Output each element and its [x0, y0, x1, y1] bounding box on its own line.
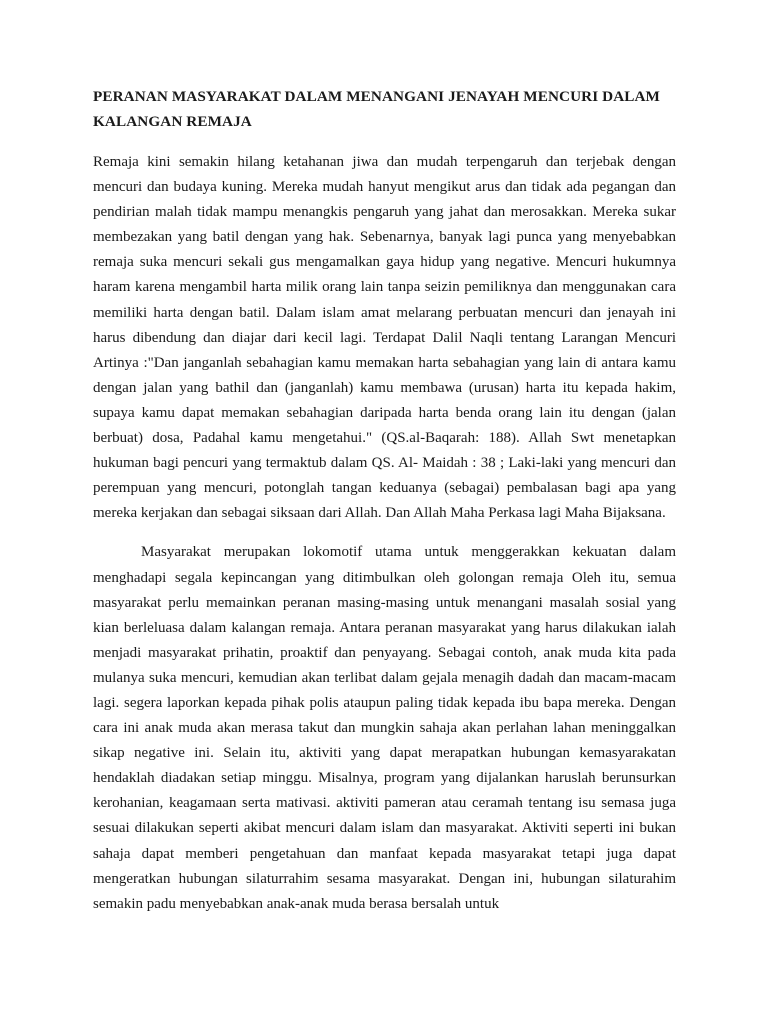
paragraph-1: Remaja kini semakin hilang ketahanan jiwa dan mudah terpengaruh dan terjebak dengan mencuri dan budaya kuning. Mereka mudah hanyut mengikut arus dan tidak ada pegangan dan pendirian malah tidak mampu menangkis pengaruh yang jahat dan merosakkan. Mereka sukar membezakan yang batil dengan yang hak. Sebenarnya, banyak lagi punca yang menyebabkan remaja suka mencuri sekali gus mengamalkan gaya hidup yang negative. Mencuri hukumnya haram karena mengambil harta milik orang lain tanpa seizin pemiliknya dan menggunakan cara memiliki harta dengan batil. Dalam islam amat melarang perbuatan mencuri dan jenayah ini harus dibendung dan diajar dari kecil lagi. Terdapat Dalil Naqli tentang Larangan Mencuri Artinya :"Dan janganlah sebahagian kamu memakan harta sebahagian yang lain di antara kamu dengan jalan yang bathil dan (janganlah) kamu membawa (urusan) harta itu kepada hakim, supaya kamu dapat memakan sebahagian daripada harta benda orang lain itu dengan (jalan berbuat) dosa, Padahal kamu mengetahui." (QS.al-Baqarah: 188). Allah Swt menetapkan hukuman bagi pencuri yang termaktub dalam QS. Al- Maidah : 38 ; Laki-laki yang mencuri dan perempuan yang mencuri, potonglah tangan keduanya (sebagai) pembalasan bagi apa yang mereka kerjakan dan sebagai siksaan dari Allah. Dan Allah Maha Perkasa lagi Maha Bijaksana. [93, 154, 676, 522]
document-title: PERANAN MASYARAKAT DALAM MENANGANI JENAYAH MENCURI DALAM KALANGAN REMAJA [93, 88, 660, 130]
document-body [93, 84, 676, 931]
paragraph-2: Masyarakat merupakan lokomotif utama untuk menggerakkan kekuatan dalam menghadapi segala kepincangan yang ditimbulkan oleh golongan remaja Oleh itu, semua masyarakat perlu memainkan peranan masing-masing untuk menangani masalah sosial yang kian berleluasa dalam kalangan remaja. Antara peranan masyarakat yang harus dilakukan ialah menjadi masyarakat prihatin, proaktif dan penyayang. Sebagai contoh, anak muda kita pada mulanya suka mencuri, kemudian akan terlibat dalam gejala menagih dadah dan macam-macam lagi. segera laporkan kepada pihak polis ataupun paling tidak kepada ibu bapa mereka. Dengan cara ini anak muda akan merasa takut dan mungkin sahaja akan perlahan lahan meninggalkan sikap negative ini. Selain itu, aktiviti yang dapat merapatkan hubungan kemasyarakatan hendaklah diadakan setiap minggu. Misalnya, program yang dijalankan haruslah berunsurkan kerohanian, keagamaan serta mativasi. aktiviti pameran atau ceramah tentang isu semasa juga sesuai dilakukan seperti akibat mencuri dalam islam dan masyarakat. Aktiviti seperti ini bukan sahaja dapat memberi pengetahuan dan manfaat kepada masyarakat tetapi juga dapat mengeratkan hubungan silaturrahim sesama masyarakat. Dengan ini, hubungan silaturahim semakin padu menyebabkan anak-anak muda berasa bersalah untuk [93, 544, 676, 912]
